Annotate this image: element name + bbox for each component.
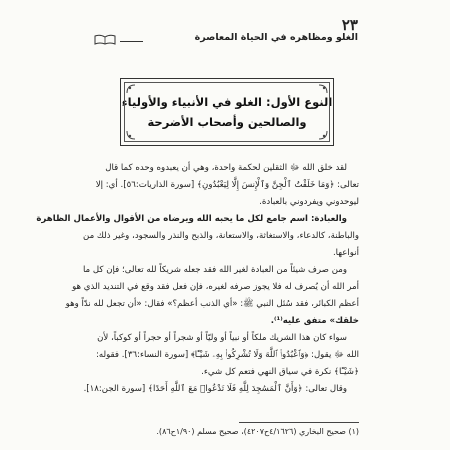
- body-line: خلقك» متفق عليه⁽¹⁾.: [270, 316, 359, 326]
- body-line: لقد خلق الله ﷻ الثقلين لحكمة واحدة، وهي أن يعبدوه وحده كما قال: [105, 163, 347, 173]
- page-number: ٢٣: [341, 16, 358, 34]
- section-title-line-1: النوع الأول: الغلو في الأنبياء والأولياء: [121, 95, 333, 109]
- body-line: سواء كان هذا الشريك ملكاً أو نبياً أو وليّاً أو شجراً أو حجراً أو كوكباً، لأن: [97, 333, 347, 343]
- footnote: (١) صحيح البخاري (٤/١٦٢٦ح٤٢٠٧)، صحيح مسلم (١/٩٠ح٨٦).: [156, 427, 359, 436]
- body-line: ومن صرف شيئاً من العبادة لغير الله فقد جعله شريكاً لله تعالى؛ فإن كل ما: [82, 265, 347, 275]
- corner-ornament-icon: [318, 84, 328, 94]
- corner-ornament-icon: [126, 84, 136, 94]
- body-line: والباطنة، كالدعاء، والاستغاثة، والاستعانة، والذبح والنذر والسجود، وغير ذلك من: [83, 231, 359, 241]
- corner-ornament-icon: [126, 130, 136, 140]
- section-title-line-2: والصالحين وأصحاب الأضرحة: [147, 115, 307, 129]
- running-title: الغلو ومظاهره في الحياة المعاصرة: [194, 32, 358, 43]
- body-line: أنواعها.: [332, 248, 359, 258]
- body-line: الله ﷻ يقول: ﴿وَٱعْبُدُوا۟ ٱللَّهَ وَلَا تُشْرِكُوا۟ بِهِۦ شَيْـًٔا﴾ [سورة النساء:٣٦]. فقوله:: [95, 350, 359, 360]
- body-line: ليوحدوني ويفردوني بالعبادة.: [259, 197, 359, 207]
- body-line: أعظم الكبائر، فقد سُئل النبي ﷺ: «أي الذنب أعظم؟» فقال: «أن تجعل لله ندّاً وهو: [65, 299, 359, 309]
- body-line: تعالى: ﴿وَمَا خَلَقْتُ ٱلْجِنَّ وَٱلْإِنسَ إِلَّا لِيَعْبُدُونِ﴾ [سورة الذاريات:٥٦]. أي: إلا: [95, 180, 359, 190]
- footnote-rule: [239, 422, 359, 423]
- body-line: وقال تعالى: ﴿وَأَنَّ ٱلْمَسَٰجِدَ لِلَّهِ فَلَا تَدْعُوا۟ مَعَ ٱللَّهِ أَحَدًا﴾ [سورة الجن:١٨].: [83, 384, 347, 394]
- page-header: [94, 14, 358, 44]
- body-line: ﴿شَيْـًٔا﴾ نكرة في سياق النهي فتعم كل شيء.: [201, 367, 359, 377]
- corner-ornament-icon: [318, 130, 328, 140]
- body-line: أمر الله أن يُصرف له فلا يجوز صرفه لغيره، فإن فعل فقد وقع في التنديد الذي هو: [72, 282, 359, 292]
- section-title-frame: [120, 78, 334, 146]
- open-book-icon: [94, 34, 116, 45]
- header-rule: [120, 41, 143, 42]
- body-line: والعبادة: اسم جامع لكل ما يحبه الله ويرضاه من الأقوال والأعمال الظاهرة: [36, 214, 347, 224]
- body-text: [36, 160, 359, 398]
